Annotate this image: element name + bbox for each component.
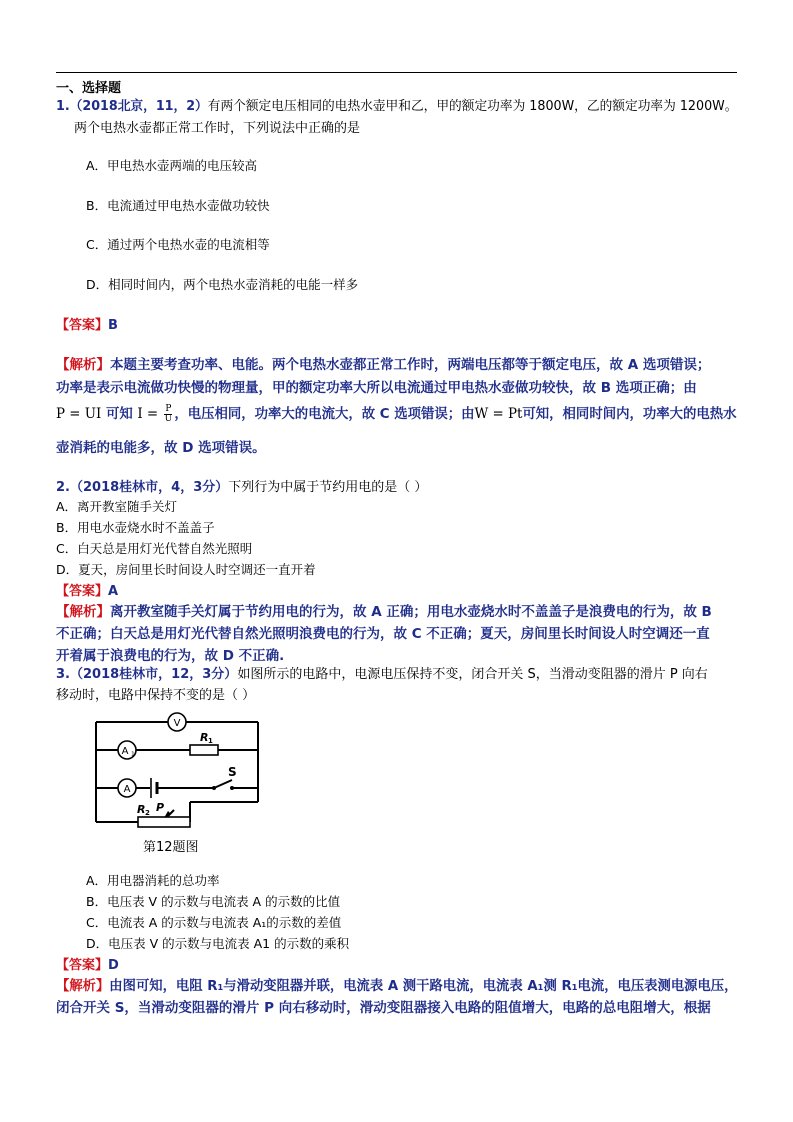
- q2-analysis-text1: 离开教室随手关灯属于节约用电的行为，故 A 正确；用电水壶烧水时不盖盖子是浪费电的行为，故 B: [110, 604, 712, 620]
- q1-formula-p-ui: P = UI: [56, 406, 102, 422]
- q2-number: 2.: [56, 480, 70, 495]
- q2-source: （2018桂林市，4，3分）: [69, 480, 229, 495]
- q2-option-d: D．夏天，房间里长时间设人时空调还一直开着: [56, 562, 316, 577]
- q1-option-c: C．通过两个电热水壶的电流相等: [86, 237, 270, 252]
- q3-option-d: D．电压表 V 的示数与电流表 A1 的示数的乘积: [86, 936, 350, 951]
- resistor-r1-subscript: 1: [208, 737, 213, 745]
- q2-answer-label: 【答案】: [56, 584, 109, 599]
- q3-stem-line2: 移动时，电路中保持不变的是（ ）: [56, 688, 256, 703]
- q1-analysis-mid2: ，电压相同，功率大的电流大，故 C 选项错误；由: [174, 406, 475, 422]
- q1-fraction-numerator: P: [165, 403, 172, 414]
- ammeter-a1-subscript: 1: [131, 751, 135, 758]
- q3-circuit-diagram: [88, 710, 278, 860]
- rheostat-r2-label: R: [137, 803, 146, 816]
- q1-option-d: D．相同时间内，两个电热水壶消耗的电能一样多: [86, 277, 359, 292]
- section-title: 一、选择题: [56, 81, 122, 96]
- q3-option-b: B．电压表 V 的示数与电流表 A 的示数的比值: [86, 894, 341, 909]
- q2-option-c: C．白天总是用灯光代替自然光照明: [56, 541, 253, 556]
- q3-stem-line1: [56, 663, 708, 682]
- q1-stem-line1: [56, 95, 737, 114]
- q1-number: 1.: [56, 99, 70, 114]
- switch-contact-left: [212, 786, 216, 790]
- q3-answer-label: 【答案】: [56, 958, 109, 973]
- q3-answer-value: D: [108, 958, 119, 973]
- q2-stem: [56, 476, 427, 495]
- q1-option-a: A．甲电热水壶两端的电压较高: [86, 158, 258, 173]
- q1-analysis-line3: [56, 402, 737, 424]
- top-rule: [56, 72, 737, 73]
- switch-contact-right: [230, 786, 234, 790]
- rheostat-r2: [138, 817, 190, 827]
- q1-answer: [56, 314, 118, 333]
- switch-label: S: [228, 765, 237, 779]
- q3-source: （2018桂林市，12，3分）: [69, 667, 238, 682]
- q1-analysis-mid1: 可知: [101, 406, 138, 422]
- q3-analysis-line2: 闭合开关 S，当滑动变阻器的滑片 P 向右移动时，滑动变阻器接入电路的阻值增大，电路的总电阻增大，根据: [56, 1000, 711, 1016]
- figure-caption: 第12题图: [143, 840, 199, 855]
- q1-formula-w-pt: W = Pt: [474, 406, 523, 422]
- resistor-r1-label: R: [200, 731, 209, 744]
- resistor-r1: [190, 745, 218, 755]
- q1-formula-i: I =: [137, 406, 163, 422]
- q1-analysis-text1: 本题主要考查功率、电能。两个电热水壶都正常工作时，两端电压都等于额定电压，故 A 选项错误；: [110, 357, 711, 373]
- q1-analysis-end: 可知，相同时间内，功率大的电热水: [522, 406, 737, 422]
- q1-analysis-line4: 壶消耗的电能多，故 D 选项错误。: [56, 440, 266, 456]
- q1-answer-value: B: [108, 318, 118, 333]
- q3-analysis-line1: [56, 974, 737, 994]
- q1-source: （2018北京，11，2）: [69, 99, 208, 114]
- q1-fraction: [164, 405, 172, 424]
- q2-option-a: A．离开教室随手关灯: [56, 499, 178, 514]
- slider-p-label: P: [156, 801, 165, 814]
- switch-blade: [214, 780, 232, 788]
- q1-stem-line2: 两个电热水壶都正常工作时，下列说法中正确的是: [74, 121, 361, 136]
- q2-stem-text: 下列行为中属于节约用电的是（ ）: [228, 480, 428, 495]
- q3-option-c: C．电流表 A 的示数与电流表 A₁的示数的差值: [86, 915, 342, 930]
- q3-option-a: A．用电器消耗的总功率: [86, 873, 220, 888]
- q3-analysis-text1: 由图可知，电阻 R₁与滑动变阻器并联，电流表 A 测干路电流，电流表 A₁测 R₁电流，电压表测电源电压，: [109, 978, 738, 994]
- q3-stem-text: 如图所示的电路中，电源电压保持不变，闭合开关 S，当滑动变阻器的滑片 P 向右: [237, 667, 708, 682]
- q2-analysis-line1: [56, 600, 712, 620]
- q1-analysis-line2: 功率是表示电流做功快慢的物理量，甲的额定功率大所以电流通过甲电热水壶做功较快，故 B 选项正确；由: [56, 380, 697, 396]
- q1-analysis-label: 【解析】: [56, 357, 110, 373]
- q2-answer: [56, 580, 118, 599]
- q2-answer-value: A: [108, 584, 119, 599]
- q3-number: 3.: [56, 667, 70, 682]
- q3-answer: [56, 954, 119, 973]
- q1-fraction-denominator: U: [164, 413, 173, 424]
- q2-analysis-line3: 开着属于浪费电的行为，故 D 不正确.: [56, 648, 285, 664]
- q2-analysis-label: 【解析】: [56, 604, 110, 620]
- ammeter-a1-label: A: [121, 746, 129, 757]
- q1-stem-text: 有两个额定电压相同的电热水壶甲和乙，甲的额定功率为 1800W，乙的额定功率为 1200W。: [207, 99, 738, 114]
- q2-analysis-line2: 不正确；白天总是用灯光代替自然光照明浪费电的行为，故 C 不正确；夏天，房间里长时间设人时空调还一直: [56, 626, 710, 642]
- q1-answer-label: 【答案】: [56, 318, 109, 333]
- q1-option-b: B．电流通过甲电热水壶做功较快: [86, 198, 270, 213]
- q3-analysis-label: 【解析】: [56, 978, 110, 994]
- q1-analysis-line1: [56, 353, 710, 373]
- rheostat-r2-subscript: 2: [145, 809, 150, 817]
- voltmeter-label: V: [173, 718, 181, 729]
- q2-option-b: B．用电水壶烧水时不盖盖子: [56, 520, 215, 535]
- ammeter-a-label: A: [123, 784, 131, 795]
